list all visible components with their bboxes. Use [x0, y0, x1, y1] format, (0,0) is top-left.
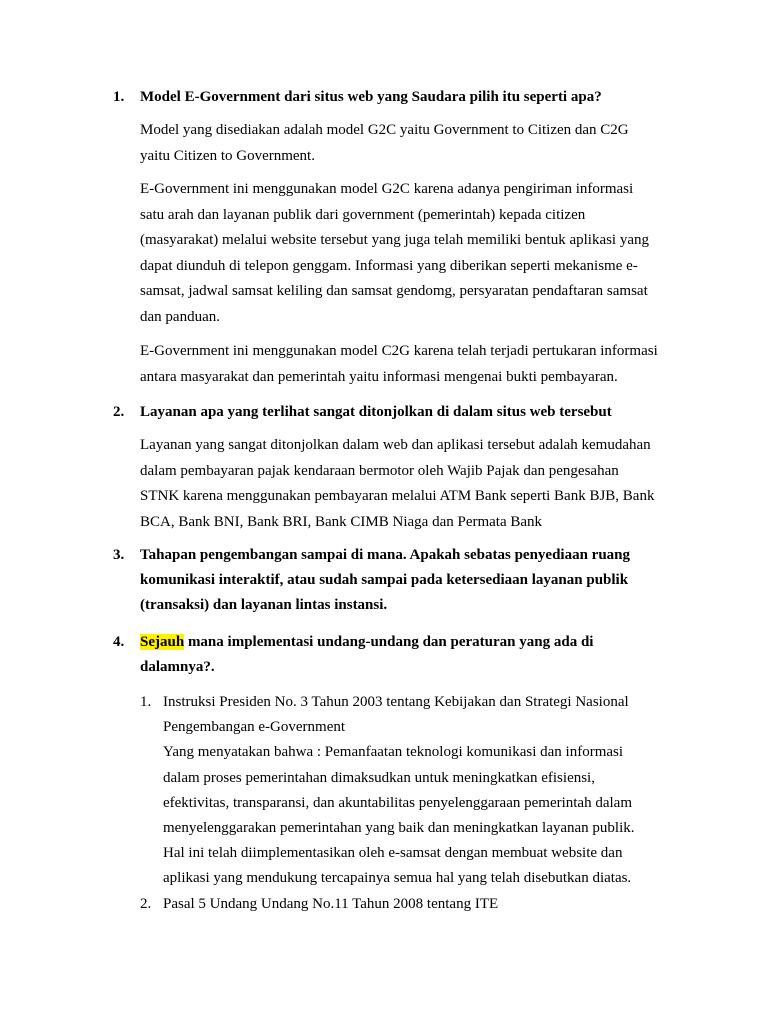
question-text-line: Tahapan pengembangan sampai di mana. Apakah sebatas penyediaan ruang — [140, 547, 631, 563]
sublist-line: Pasal 5 Undang Undang No.11 Tahun 2008 tentang ITE — [163, 896, 499, 912]
sublist-line: Instruksi Presiden No. 3 Tahun 2003 tentang Kebijakan dan Strategi Nasional — [163, 694, 629, 710]
question-text-rest: mana implementasi undang-undang dan peraturan yang ada di — [184, 634, 594, 650]
paragraph-line: (masyarakat) melalui website tersebut yang juga telah memiliki bentuk aplikasi yang — [140, 232, 650, 248]
sublist-item-1 — [140, 690, 680, 892]
paragraph-line: STNK karena menggunakan pembayaran melalui ATM Bank seperti Bank BJB, Bank — [140, 488, 655, 504]
paragraph-line: dalam pembayaran pajak kendaraan bermotor oleh Wajib Pajak dan pengesahan — [140, 462, 619, 479]
paragraph-line: E-Government ini menggunakan model C2G karena telah terjadi pertukaran informasi — [140, 343, 658, 359]
question-number: 3. — [113, 547, 125, 563]
sublist-number: 2. — [140, 896, 152, 912]
paragraph-line: BCA, Bank BNI, Bank BRI, Bank CIMB Niaga dan Permata Bank — [140, 513, 543, 530]
paragraph-line: Model yang disediakan adalah model G2C yaitu Government to Citizen dan C2G — [140, 122, 629, 138]
answer-1-paragraph-2 — [140, 177, 680, 330]
question-1 — [113, 85, 653, 110]
paragraph-line: antara masyarakat dan pemerintah yaitu informasi mengenai bukti pembayaran. — [140, 368, 618, 385]
sublist-line: aplikasi yang mendukung tercapainya semua hal yang telah disebutkan diatas. — [163, 870, 632, 887]
question-number: 2. — [113, 404, 125, 420]
paragraph-line: yaitu Citizen to Government. — [140, 147, 315, 164]
question-number: 1. — [113, 89, 125, 105]
sublist-line: Hal ini telah diimplementasikan oleh e-samsat dengan membuat website dan — [163, 845, 623, 862]
paragraph-line: satu arah dan layanan publik dari government (pemerintah) kepada citizen — [140, 206, 586, 223]
sublist-line: Pengembangan e-Government — [163, 719, 346, 736]
question-number: 4. — [113, 634, 125, 650]
question-4 — [113, 630, 653, 680]
sublist-line: menyelenggarakan pemerintahan yang baik dan meningkatkan layanan publik. — [163, 820, 635, 837]
sublist-line: Yang menyatakan bahwa : Pemanfaatan teknologi komunikasi dan informasi — [163, 744, 624, 761]
sublist-number: 1. — [140, 694, 152, 710]
question-text-line: komunikasi interaktif, atau sudah sampai pada ketersediaan layanan publik — [140, 572, 629, 588]
highlighted-word: Sejauh — [140, 634, 185, 650]
question-text: Model E-Government dari situs web yang Saudara pilih itu seperti apa? — [140, 89, 602, 105]
paragraph-line: samsat, jadwal samsat keliling dan samsat gendomg, persyaratan pendaftaran samsat — [140, 283, 648, 299]
sublist-line: dalam proses pemerintahan dimaksudkan untuk meningkatkan efisiensi, — [163, 769, 595, 786]
paragraph-line: dapat diunduh di telepon genggam. Informasi yang diberikan seperti mekanisme e- — [140, 257, 638, 274]
question-2 — [113, 400, 653, 425]
question-text-line: (transaksi) dan layanan lintas instansi. — [140, 597, 388, 613]
sublist-line: efektivitas, transparansi, dan akuntabilitas penyelenggaraan pemerintah dalam — [163, 794, 632, 811]
answer-1-paragraph-3 — [140, 339, 680, 390]
sublist-item-2 — [140, 892, 680, 917]
paragraph-line: E-Government ini menggunakan model G2C karena adanya pengiriman informasi — [140, 181, 634, 197]
answer-2-paragraph — [140, 433, 680, 535]
paragraph-line: Layanan yang sangat ditonjolkan dalam web dan aplikasi tersebut adalah kemudahan — [140, 437, 651, 453]
answer-1-paragraph-1 — [140, 118, 680, 169]
question-3 — [113, 543, 653, 618]
paragraph-line: dan panduan. — [140, 308, 220, 325]
question-text-line — [140, 630, 653, 655]
question-text-line: dalamnya?. — [140, 659, 215, 675]
question-text: Layanan apa yang terlihat sangat ditonjolkan di dalam situs web tersebut — [140, 404, 612, 420]
